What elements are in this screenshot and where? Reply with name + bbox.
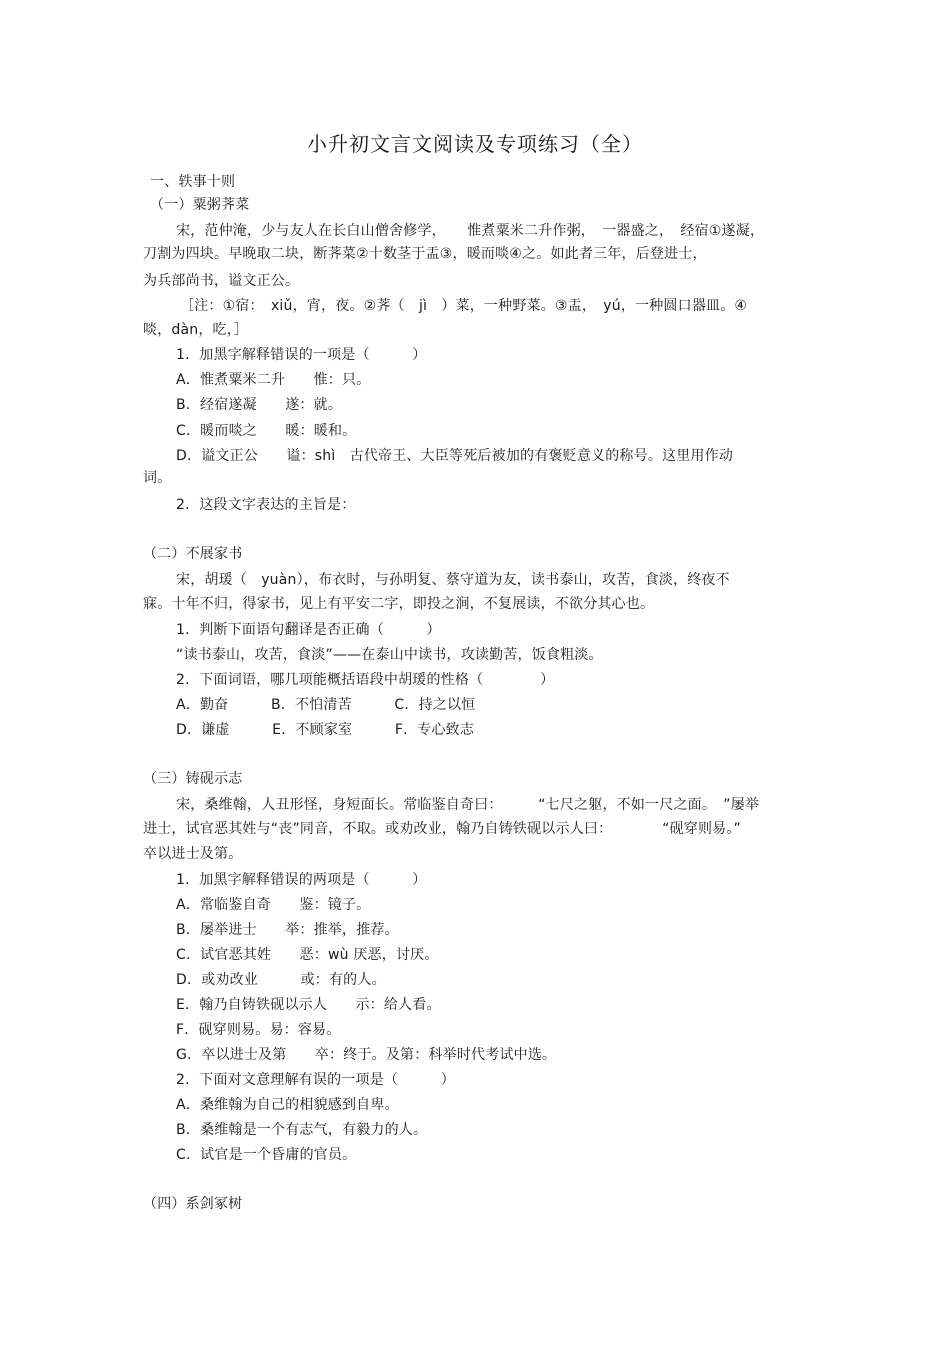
passage-line: 宋，胡瑗（ yuàn），布衣时，与孙明复、蔡守道为友，读书泰山，攻苦，食淡，终夜不 (176, 572, 730, 588)
question: 1．加黑字解释错误的两项是（ ） (176, 872, 427, 888)
question: 2．下面对文意理解有误的一项是（ ） (176, 1072, 455, 1088)
annotation-line: 啖，dàn，吃，］ (143, 322, 249, 338)
passage-line: 刀割为四块。早晚取二块，断荠菜②十数茎于盂③，暖而啖④之。如此者三年，后登进士， (143, 246, 707, 262)
passage-line: 为兵部尚书，谥文正公。 (143, 273, 300, 289)
option: B．经宿遂凝 遂：就。 (176, 397, 343, 413)
option: A．常临鉴自奇 鉴：镜子。 (176, 897, 371, 913)
option: C．试官是一个昏庸的官员。 (176, 1147, 357, 1163)
option: G．卒以进士及第 卒：终于。及第：科举时代考试中选。 (176, 1047, 557, 1063)
option: D．谥文正公 谥：shì 古代帝王、大臣等死后被加的有褒贬意义的称号。这里用作动 (176, 448, 734, 464)
option: B．屡举进士 举：推举，推荐。 (176, 922, 399, 938)
section-heading: （四）系剑冢树 (143, 1196, 243, 1212)
part-heading: 一、轶事十则 (150, 174, 236, 190)
option: B．桑维翰是一个有志气，有毅力的人。 (176, 1122, 428, 1138)
section-heading: （二）不展家书 (143, 546, 243, 562)
option: D．谦虚 E．不顾家室 F．专心致志 (176, 722, 475, 738)
passage-line: 寐。十年不归，得家书，见上有平安二字，即投之涧，不复展读，不欲分其心也。 (143, 596, 655, 612)
passage-line: 宋，桑维翰，人丑形怪，身短面长。常临鉴自奇曰： “七尺之躯，不如一尺之面。 ”屡举 (176, 797, 760, 813)
option: A．桑维翰为自己的相貌感到自卑。 (176, 1097, 399, 1113)
passage-line: 卒以进士及第。 (143, 846, 243, 862)
option: F．砚穿则易。易：容易。 (176, 1022, 341, 1038)
question: 1．加黑字解释错误的一项是（ ） (176, 347, 427, 363)
option: 词。 (143, 470, 172, 486)
statement: “读书泰山，攻苦，食淡”——在泰山中读书，攻读勤苦，饭食粗淡。 (176, 647, 603, 663)
option: C．试官恶其姓 恶：wù 厌恶，讨厌。 (176, 947, 439, 963)
question: 2．这段文字表达的主旨是： (176, 497, 356, 513)
option: E．翰乃自铸铁砚以示人 示：给人看。 (176, 997, 441, 1013)
question: 1．判断下面语句翻译是否正确（ ） (176, 622, 441, 638)
passage-line: 进士，试官恶其姓与“丧”同音，不取。或劝改业，翰乃自铸铁砚以示人曰： “砚穿则易。” (143, 821, 742, 837)
annotation-line: ［注：①宿： xiǔ，宵，夜。②荠（ jì ）菜，一种野菜。③盂， yú，一种圆口器皿。④ (180, 298, 748, 314)
section-heading: （一）粟粥荠菜 (150, 197, 250, 213)
option: A．勤奋 B．不怕清苦 C．持之以恒 (176, 697, 476, 713)
section-heading: （三）铸砚示志 (143, 771, 243, 787)
page-title: 小升初文言文阅读及专项练习（全） (307, 132, 643, 156)
option: D．或劝改业 或：有的人。 (176, 972, 386, 988)
option: C．暖而啖之 暖：暖和。 (176, 423, 357, 439)
option: A．惟煮粟米二升 惟：只。 (176, 372, 371, 388)
passage-line: 宋，范仲淹，少与友人在长白山僧舍修学， 惟煮粟米二升作粥， 一器盛之， 经宿①遂凝， (176, 223, 765, 239)
question: 2．下面词语，哪几项能概括语段中胡瑗的性格（ ） (176, 672, 555, 688)
